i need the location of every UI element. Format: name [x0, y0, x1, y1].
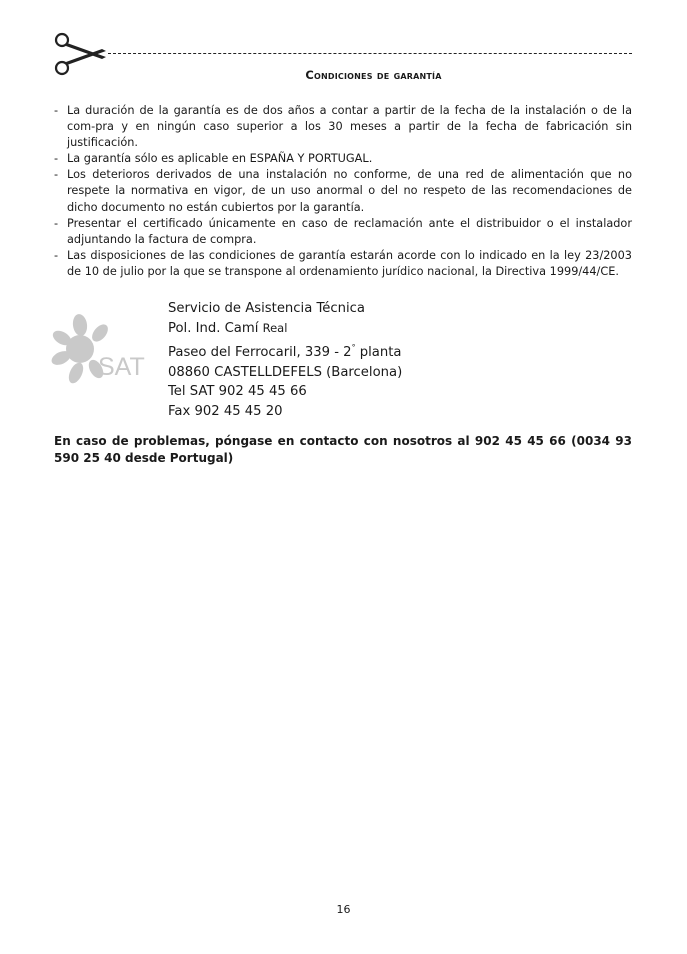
page-number: 16 [336, 903, 351, 916]
address-line: Servicio de Asistencia Técnica [168, 301, 366, 316]
address-line: Pol. Ind. Camí Real [168, 320, 288, 336]
sat-logo-text: SAT [98, 353, 145, 381]
contact-note: En caso de problemas, póngase en contacto con nosotros al 902 45 45 66 (0034 93 590 25 40 desde Portugal) [54, 434, 632, 465]
condition-item: - La garantía sólo es aplicable en ESPAÑA Y PORTUGAL. [54, 151, 632, 167]
condition-item: - Las disposiciones de las condiciones de garantía estarán acorde con lo indicado en la ley 23/2003 de 10 de julio por la que se transpone al ordenamiento jurídico nacional, la Directiva 1999/44/CE. [54, 248, 632, 280]
condition-item: - Presentar el certificado únicamente en caso de reclamación ante el distribuidor o el instalador adjuntando la factura de compra. [54, 216, 632, 248]
address-line: 08860 CASTELLDEFELS (Barcelona) [168, 364, 403, 380]
fax-line: Fax 902 45 45 20 [168, 403, 283, 419]
cut-line [108, 53, 632, 54]
condition-item: - La duración de la garantía es de dos años a contar a partir de la fecha de la instalación o de la com-pra y en ningún caso superior a los 30 meses a partir de la fecha de fabricación sin justificación. [54, 103, 632, 151]
phone-line: Tel SAT 902 45 45 66 [168, 384, 307, 400]
conditions-list [54, 103, 632, 280]
service-address [168, 299, 402, 422]
condition-item: - Los deterioros derivados de una instalación no conforme, de una red de alimentación que no respete la normativa en vigor, de un uso anormal o del no respeto de las recomendaciones de dicho documento no están cubiertos por la garantía. [54, 167, 632, 215]
sat-sun-logo [50, 311, 150, 391]
address-line: Paseo del Ferrocaril, 339 - 2° planta [168, 343, 402, 361]
page-title: Condiciones de garantía [305, 68, 442, 82]
